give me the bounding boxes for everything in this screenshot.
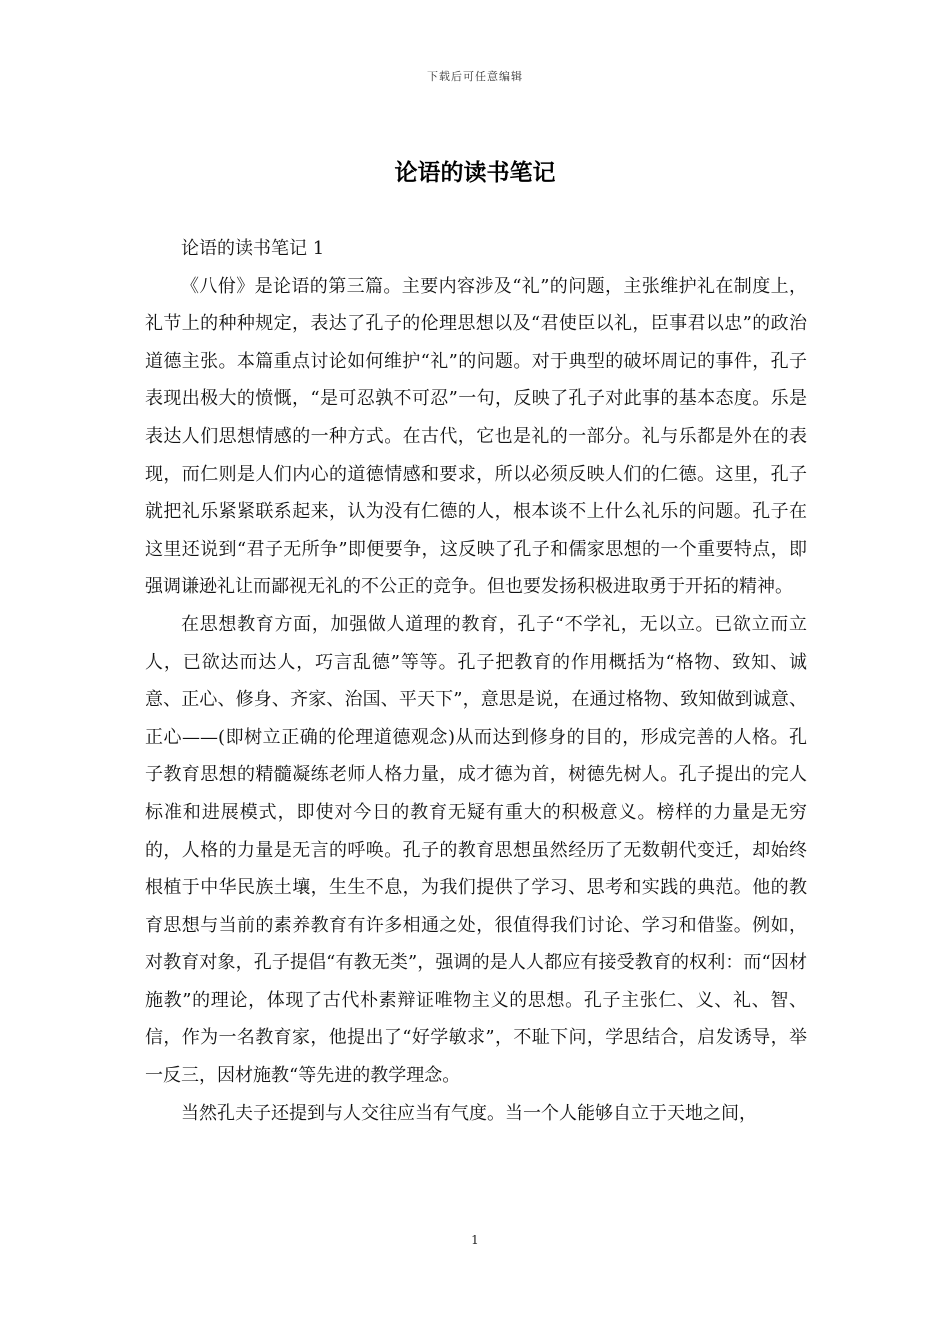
paragraph-2: 在思想教育方面，加强做人道理的教育，孔子“不学礼，无以立。已欲立而立人，已欲达而达人，巧言乱德”等等。孔子把教育的作用概括为“格物、致知、诚意、正心、修身、齐家、治国、平天下”，意思是说，在通过格物、致知做到诚意、正心——(即树立正确的伦理道德观念)从而达到修身的目的，形成完善的人格。孔子教育思想的精髓凝练老师人格力量，成才德为首，树德先树人。孔子提出的完人标准和进展模式，即使对今日的教育无疑有重大的积极意义。榜样的力量是无穷的，人格的力量是无言的呼唤。孔子的教育思想虽然经历了无数朝代变迁，却始终根植于中华民族土壤，生生不息，为我们提供了学习、思考和实践的典范。他的教育思想与当前的素养教育有许多相通之处，很值得我们讨论、学习和借鉴。例如，对教育对象，孔子提倡“有教无类”，强调的是人人都应有接受教育的权利：而“因材施教”的理论，体现了古代朴素辩证唯物主义的思想。孔子主张仁、义、礼、智、信，作为一名教育家，他提出了“好学敏求”，不耻下问，学思结合，启发诱导，举一反三，因材施教“等先进的教学理念。: [145, 613, 807, 1087]
document-body: [145, 230, 807, 1132]
paragraph-3: 当然孔夫子还提到与人交往应当有气度。当一个人能够自立于天地之间，: [181, 1102, 757, 1124]
document-title: 论语的读书笔记: [394, 159, 556, 186]
paragraph-1: 《八佾》是论语的第三篇。主要内容涉及“礼”的问题，主张维护礼在制度上，礼节上的种种规定，表达了孔子的伦理思想以及“君使臣以礼，臣事君以忠”的政治道德主张。本篇重点讨论如何维护“礼”的问题。对于典型的破坏周记的事件，孔子表现出极大的愤慨，“是可忍孰不可忍”一句，反映了孔子对此事的基本态度。乐是表达人们思想情感的一种方式。在古代，它也是礼的一部分。礼与乐都是外在的表现，而仁则是人们内心的道德情感和要求，所以必须反映人们的仁德。这里，孔子就把礼乐紧紧联系起来，认为没有仁德的人，根本谈不上什么礼乐的问题。孔子在这里还说到“君子无所争”即便要争，这反映了孔子和儒家思想的一个重要特点，即强调谦逊礼让而鄙视无礼的不公正的竞争。但也要发扬积极进取勇于开拓的精神。: [145, 275, 807, 598]
section-subtitle: 论语的读书笔记 1: [181, 238, 325, 259]
header-note: 下载后可任意编辑: [427, 70, 523, 83]
page-number: 1: [471, 1233, 479, 1247]
